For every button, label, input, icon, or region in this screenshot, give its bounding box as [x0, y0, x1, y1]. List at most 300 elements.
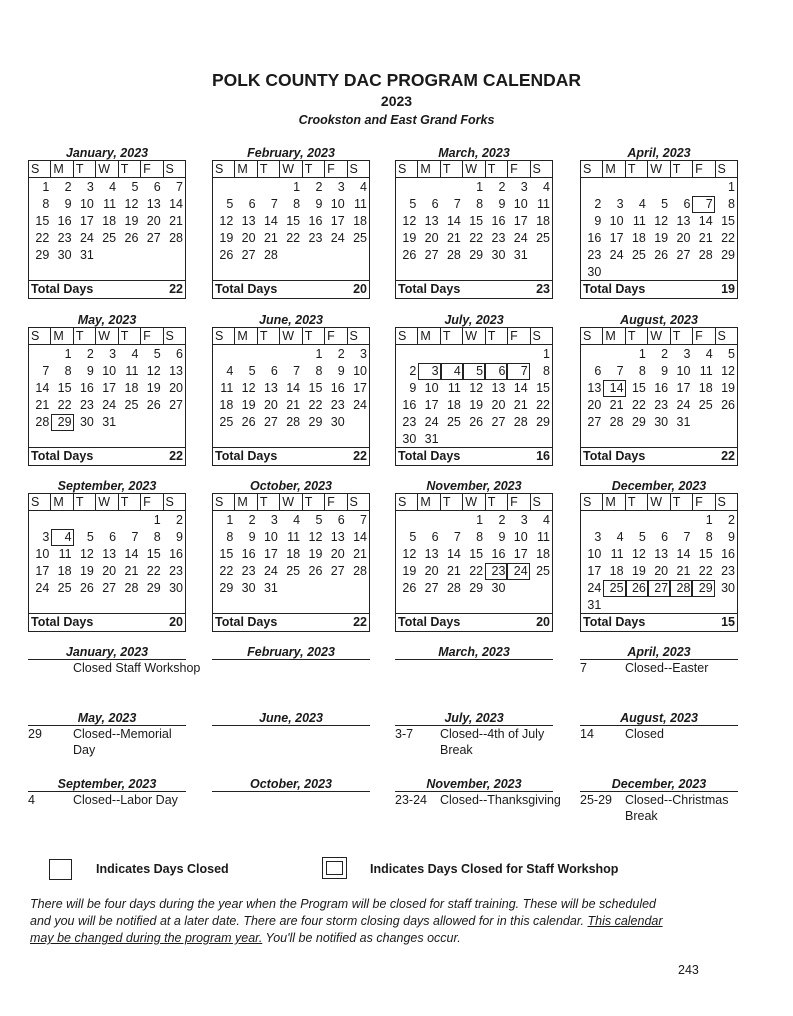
day-cell: 4: [293, 513, 301, 527]
footer-underlined-text: This calendar may be changed during the program year.: [30, 914, 663, 945]
day-cell: 31: [513, 248, 528, 262]
day-cell: 25: [124, 398, 139, 412]
empty-cell: [692, 414, 714, 431]
empty-cell: [670, 264, 692, 281]
day-cell: 17: [609, 231, 624, 245]
closing-note: [580, 711, 738, 742]
weekday-label: T: [441, 494, 463, 510]
week-row: [29, 414, 185, 431]
empty-cell: [118, 512, 140, 529]
total-days-label: Total Days: [215, 449, 278, 463]
total-days-label: Total Days: [31, 282, 94, 296]
weekday-label: T: [486, 494, 508, 510]
day-cell: 23: [79, 398, 94, 412]
week-row: [213, 546, 369, 563]
closed-day: 4: [51, 529, 73, 546]
footer-text-1: There will be four days during the year when the Program will be closed for staff training. These will be scheduled and you will be notified at a later date. There are four storm closing days allowed for in this calendar.: [30, 897, 657, 928]
month-grid: [28, 493, 186, 632]
week-row: [581, 563, 737, 580]
day-cell: 26: [402, 248, 417, 262]
day-cell: 7: [616, 364, 624, 378]
week-row: [29, 179, 185, 196]
day-cell: 3: [616, 197, 624, 211]
day-cell: 15: [308, 381, 323, 395]
day-cell: 23: [57, 231, 72, 245]
total-days-label: Total Days: [583, 615, 646, 629]
day-cell: 8: [226, 530, 234, 544]
day-cell: 15: [469, 214, 484, 228]
day-cell: 19: [654, 231, 669, 245]
empty-cell: [603, 264, 625, 281]
day-cell: 21: [676, 564, 691, 578]
empty-cell: [347, 247, 369, 264]
day-cell: 19: [402, 231, 417, 245]
note-text: Closed: [625, 727, 664, 741]
day-cell: 19: [631, 564, 646, 578]
day-cell: 25: [536, 564, 550, 578]
day-cell: 10: [424, 381, 439, 395]
note-row: [28, 726, 186, 758]
day-cell: 14: [446, 547, 461, 561]
week-row: [213, 529, 369, 546]
day-cell: 19: [469, 398, 484, 412]
week-row: [213, 196, 369, 213]
day-cell: 13: [424, 547, 439, 561]
empty-cell: [396, 179, 418, 196]
total-days-row: [213, 280, 369, 298]
weekday-label: T: [303, 328, 325, 344]
day-cell: 6: [431, 197, 439, 211]
day-cell: 6: [431, 530, 439, 544]
day-cell: 31: [676, 415, 691, 429]
day-cell: 14: [513, 381, 528, 395]
weekday-label: M: [603, 328, 625, 344]
day-cell: 16: [330, 381, 345, 395]
day-cell: 25: [698, 398, 713, 412]
day-cell: 31: [587, 598, 602, 612]
day-cell: 19: [79, 564, 94, 578]
total-days-value: 22: [353, 449, 367, 463]
day-cell: 14: [169, 197, 183, 211]
day-cell: 21: [169, 214, 183, 228]
day-cell: 10: [587, 547, 602, 561]
empty-cell: [692, 264, 714, 281]
weekday-label: S: [165, 162, 174, 176]
day-cell: 24: [330, 231, 345, 245]
day-cell: 21: [698, 231, 713, 245]
day-cell: 3: [86, 180, 94, 194]
weekday-label: S: [581, 161, 603, 177]
closed-day: 6: [485, 363, 507, 380]
weekday-label: F: [141, 494, 163, 510]
empty-cell: [29, 512, 51, 529]
empty-cell: [258, 179, 280, 196]
day-cell: 27: [241, 248, 256, 262]
note-text: Closed--Memorial Day: [73, 727, 172, 757]
week-row: [581, 414, 737, 431]
week-row: [213, 346, 369, 363]
total-days-value: 20: [353, 282, 367, 296]
day-cell: 27: [676, 248, 691, 262]
day-cell: 2: [498, 513, 506, 527]
weekday-label: T: [486, 328, 508, 344]
week-row: [29, 546, 185, 563]
week-row: [396, 196, 552, 213]
weekday-label: T: [119, 161, 141, 177]
day-cell: 1: [705, 513, 713, 527]
day-cell: 18: [631, 231, 646, 245]
month-name: June, 2023: [259, 313, 323, 327]
day-cell: 3: [683, 347, 691, 361]
weekday-label: M: [603, 161, 625, 177]
closing-note: [212, 645, 370, 660]
day-cell: 22: [469, 564, 484, 578]
day-cell: 30: [654, 415, 669, 429]
day-cell: 30: [721, 581, 735, 595]
day-cell: 1: [638, 347, 646, 361]
total-days-value: 20: [536, 615, 550, 629]
day-cell: 26: [219, 248, 234, 262]
month-name: August, 2023: [620, 313, 698, 327]
weekday-label: S: [532, 162, 541, 176]
day-cell: 2: [315, 180, 323, 194]
weekday-header: [581, 494, 737, 511]
total-days-value: 22: [169, 282, 183, 296]
empty-cell: [441, 431, 463, 448]
weekday-label: T: [258, 161, 280, 177]
day-cell: 15: [35, 214, 50, 228]
note-date: 7: [580, 661, 587, 675]
day-cell: 18: [536, 547, 550, 561]
empty-cell: [670, 512, 692, 529]
total-days-label: Total Days: [398, 282, 461, 296]
day-cell: 18: [446, 398, 461, 412]
day-cell: 23: [308, 231, 323, 245]
weekday-label: S: [581, 494, 603, 510]
empty-cell: [670, 179, 692, 196]
empty-cell: [692, 597, 714, 614]
week-row: [396, 580, 552, 597]
empty-cell: [396, 512, 418, 529]
weekday-label: F: [693, 328, 715, 344]
day-cell: 30: [57, 248, 72, 262]
week-row: [396, 546, 552, 563]
weekday-label: W: [280, 161, 302, 177]
empty-cell: [441, 346, 463, 363]
day-cell: 5: [661, 197, 669, 211]
day-cell: 29: [469, 581, 484, 595]
month-name: July, 2023: [444, 313, 504, 327]
empty-cell: [418, 179, 440, 196]
week-row: [213, 213, 369, 230]
empty-cell: [51, 512, 73, 529]
day-cell: 2: [337, 347, 345, 361]
day-cell: 11: [447, 381, 461, 395]
day-cell: 2: [248, 513, 256, 527]
note-row: [395, 726, 553, 758]
day-cell: 2: [176, 513, 183, 527]
weekday-header: [396, 161, 552, 178]
weekday-header: [581, 161, 737, 178]
week-row: [213, 363, 369, 380]
day-cell: 17: [676, 381, 691, 395]
note-text: Closed--Thanksgiving: [440, 793, 561, 807]
day-cell: 18: [57, 564, 72, 578]
day-cell: 14: [35, 381, 50, 395]
week-row: [396, 512, 552, 529]
total-days-row: [29, 447, 185, 465]
weekday-header: [396, 494, 552, 511]
empty-cell: [463, 346, 485, 363]
day-cell: 15: [698, 547, 713, 561]
day-cell: 23: [169, 564, 183, 578]
weekday-label: T: [671, 328, 693, 344]
day-cell: 29: [35, 248, 50, 262]
weekday-label: W: [463, 161, 485, 177]
empty-cell: [715, 597, 737, 614]
day-cell: 29: [146, 581, 161, 595]
day-cell: 12: [79, 547, 94, 561]
day-cell: 27: [587, 415, 602, 429]
weekday-label: M: [235, 328, 257, 344]
week-row: [396, 247, 552, 264]
day-cell: 12: [721, 364, 735, 378]
week-row: [396, 529, 552, 546]
day-cell: 20: [654, 564, 669, 578]
total-days-row: [581, 280, 737, 298]
week-row: [29, 580, 185, 597]
day-cell: 1: [42, 180, 50, 194]
closing-note: [395, 711, 553, 758]
day-cell: 19: [308, 547, 323, 561]
day-cell: 15: [631, 381, 646, 395]
day-cell: 17: [263, 547, 278, 561]
day-cell: 30: [491, 581, 506, 595]
day-cell: 17: [330, 214, 345, 228]
day-cell: 25: [536, 231, 550, 245]
empty-cell: [96, 247, 118, 264]
empty-cell: [530, 431, 552, 448]
day-cell: 3: [594, 530, 602, 544]
day-cell: 11: [610, 547, 624, 561]
day-cell: 22: [146, 564, 161, 578]
week-row: [29, 529, 185, 546]
day-cell: 20: [102, 564, 117, 578]
day-cell: 5: [638, 530, 646, 544]
empty-cell: [485, 431, 507, 448]
day-cell: 11: [353, 197, 367, 211]
day-cell: 17: [424, 398, 439, 412]
day-cell: 8: [728, 197, 735, 211]
weekday-label: M: [603, 494, 625, 510]
day-cell: 24: [424, 415, 439, 429]
day-cell: 12: [241, 381, 256, 395]
total-days-row: [396, 280, 552, 298]
day-cell: 2: [728, 513, 735, 527]
day-cell: 13: [424, 214, 439, 228]
empty-cell: [235, 179, 257, 196]
week-row: [213, 512, 369, 529]
day-cell: 4: [543, 513, 550, 527]
weekday-label: S: [349, 162, 358, 176]
weekday-label: S: [213, 161, 235, 177]
day-cell: 26: [469, 415, 484, 429]
weekday-label: W: [648, 494, 670, 510]
week-row: [581, 230, 737, 247]
day-cell: 16: [721, 547, 735, 561]
note-date: 3-7: [395, 727, 414, 741]
note-date: 4: [28, 793, 35, 807]
weekday-label: S: [532, 495, 541, 509]
note-month: October, 2023: [212, 777, 370, 792]
total-days-row: [581, 613, 737, 631]
day-cell: 6: [109, 530, 117, 544]
day-cell: 10: [79, 197, 94, 211]
weekday-label: T: [303, 161, 325, 177]
day-cell: 19: [124, 214, 139, 228]
weekday-label: S: [29, 161, 51, 177]
day-cell: 25: [219, 415, 234, 429]
day-cell: 28: [286, 415, 301, 429]
day-cell: 6: [683, 197, 691, 211]
day-cell: 4: [616, 530, 624, 544]
total-days-label: Total Days: [31, 449, 94, 463]
empty-cell: [118, 414, 140, 431]
day-cell: 24: [102, 398, 117, 412]
closed-day: 29: [692, 580, 714, 597]
day-cell: 5: [315, 513, 323, 527]
total-days-label: Total Days: [215, 615, 278, 629]
month-name: September, 2023: [57, 479, 157, 493]
weekday-label: F: [325, 328, 347, 344]
day-cell: 27: [102, 581, 117, 595]
day-cell: 12: [631, 547, 646, 561]
note-text: Closed--4th of July Break: [440, 727, 545, 757]
day-cell: 28: [446, 248, 461, 262]
day-cell: 24: [263, 564, 278, 578]
month-name: May, 2023: [77, 313, 137, 327]
empty-cell: [715, 264, 737, 281]
total-days-row: [29, 613, 185, 631]
weekday-label: M: [51, 328, 73, 344]
day-cell: 31: [424, 432, 439, 446]
day-cell: 16: [654, 381, 669, 395]
closed-day: 14: [603, 380, 625, 397]
day-cell: 2: [661, 347, 669, 361]
closed-day: 25: [603, 580, 625, 597]
total-days-row: [213, 613, 369, 631]
weekday-label: S: [29, 494, 51, 510]
day-cell: 13: [169, 364, 183, 378]
day-cell: 4: [226, 364, 234, 378]
day-cell: 1: [728, 180, 735, 194]
total-days-value: 23: [536, 282, 550, 296]
day-cell: 9: [248, 530, 256, 544]
empty-cell: [396, 346, 418, 363]
day-cell: 25: [57, 581, 72, 595]
day-cell: 26: [79, 581, 94, 595]
day-cell: 15: [536, 381, 550, 395]
weekday-label: S: [532, 329, 541, 343]
empty-cell: [648, 264, 670, 281]
closing-note: [212, 711, 370, 726]
day-cell: 23: [402, 415, 417, 429]
day-cell: 29: [219, 581, 234, 595]
month-name: February, 2023: [247, 146, 335, 160]
day-cell: 24: [353, 398, 367, 412]
day-cell: 13: [102, 547, 117, 561]
day-cell: 28: [169, 231, 183, 245]
closed-day: 29: [51, 414, 73, 431]
day-cell: 5: [226, 197, 234, 211]
day-cell: 27: [424, 581, 439, 595]
empty-cell: [302, 580, 324, 597]
workshop-legend-box: [322, 857, 347, 879]
day-cell: 2: [409, 364, 417, 378]
day-cell: 28: [698, 248, 713, 262]
note-text: Closed Staff Workshop: [73, 661, 201, 675]
day-cell: 7: [270, 197, 278, 211]
day-cell: 8: [476, 530, 484, 544]
day-cell: 18: [102, 214, 117, 228]
weekday-label: M: [51, 161, 73, 177]
day-cell: 8: [293, 197, 301, 211]
day-cell: 22: [57, 398, 72, 412]
day-cell: 12: [469, 381, 484, 395]
day-cell: 15: [286, 214, 301, 228]
empty-cell: [581, 512, 603, 529]
note-month: August, 2023: [580, 711, 738, 726]
empty-cell: [347, 414, 369, 431]
day-cell: 5: [409, 197, 417, 211]
day-cell: 19: [241, 398, 256, 412]
day-cell: 18: [536, 214, 550, 228]
week-row: [581, 597, 737, 614]
weekday-label: W: [463, 328, 485, 344]
note-month: February, 2023: [212, 645, 370, 660]
day-cell: 1: [476, 513, 484, 527]
month-grid: [212, 160, 370, 299]
day-cell: 8: [64, 364, 72, 378]
weekday-label: S: [717, 162, 726, 176]
weekday-label: T: [626, 161, 648, 177]
closing-note: [580, 777, 738, 824]
empty-cell: [603, 512, 625, 529]
day-cell: 16: [491, 214, 506, 228]
day-cell: 1: [315, 347, 323, 361]
empty-cell: [626, 512, 648, 529]
day-cell: 11: [58, 547, 72, 561]
day-cell: 14: [698, 214, 713, 228]
day-cell: 9: [86, 364, 94, 378]
weekday-label: T: [441, 328, 463, 344]
day-cell: 30: [587, 265, 602, 279]
day-cell: 27: [146, 231, 161, 245]
day-cell: 12: [219, 214, 234, 228]
weekday-label: M: [418, 494, 440, 510]
empty-cell: [603, 346, 625, 363]
day-cell: 11: [103, 197, 117, 211]
day-cell: 20: [587, 398, 602, 412]
closed-day: 5: [463, 363, 485, 380]
empty-cell: [530, 247, 552, 264]
day-cell: 18: [698, 381, 713, 395]
weekday-label: S: [396, 328, 418, 344]
day-cell: 21: [446, 231, 461, 245]
day-cell: 27: [491, 415, 506, 429]
day-cell: 27: [263, 415, 278, 429]
page-subtitle: Crookston and East Grand Forks: [298, 113, 495, 127]
